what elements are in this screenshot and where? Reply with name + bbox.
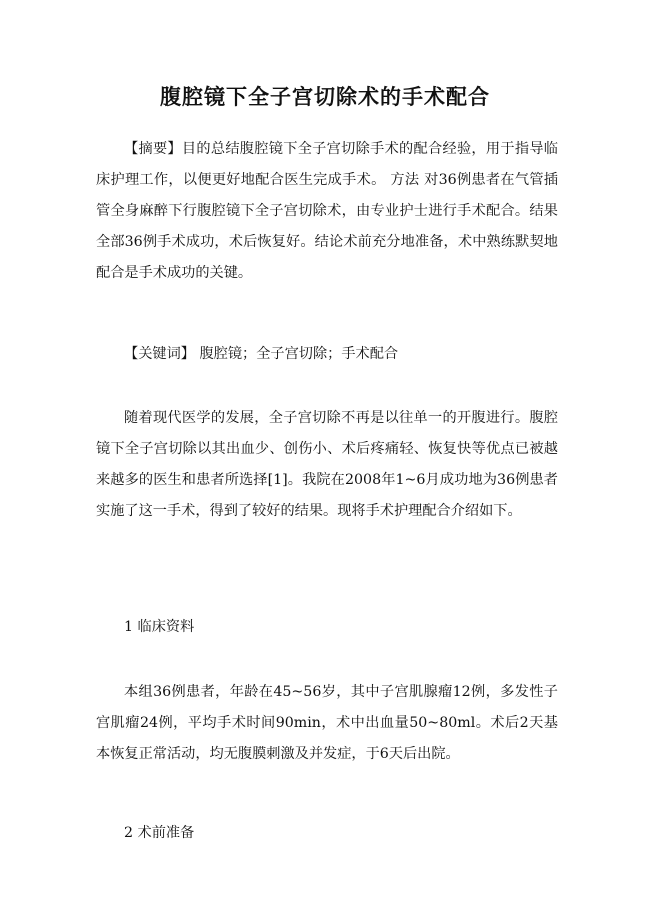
document-title: 腹腔镜下全子宫切除术的手术配合 xyxy=(160,85,490,109)
keywords-line: 【关键词】 腹腔镜；全子宫切除；手术配合 xyxy=(124,346,399,362)
section-1-body: 本组36例患者，年龄在45~56岁，其中子宫肌腺瘤12例，多发性子宫肌瘤24例，平均手术时间90min，术中出血量50~80ml。术后2天基本恢复正常活动，均无腹膜刺激及并发症，于6天后出院。 xyxy=(96,684,558,762)
intro-paragraph: 随着现代医学的发展，全子宫切除不再是以往单一的开腹进行。腹腔镜下全子宫切除以其出血少、创伤小、术后疼痛轻、恢复快等优点已被越来越多的医生和患者所选择[1]。我院在2008年1~6月成功地为36例患者实施了这一手术，得到了较好的结果。现将手术护理配合介绍如下。 xyxy=(96,410,558,519)
section-2-heading: 2 术前准备 xyxy=(124,825,195,841)
abstract-paragraph: 【摘要】目的总结腹腔镜下全子宫切除手术的配合经验，用于指导临床护理工作，以便更好地配合医生完成手术。 方法 对36例患者在气管插管全身麻醉下行腹腔镜下全子宫切除术，由专业护士进行手术配合。结果全部36例手术成功，术后恢复好。结论术前充分地准备，术中熟练默契地配合是手术成功的关键。 xyxy=(96,141,558,281)
section-1-heading: 1 临床资料 xyxy=(124,619,195,635)
